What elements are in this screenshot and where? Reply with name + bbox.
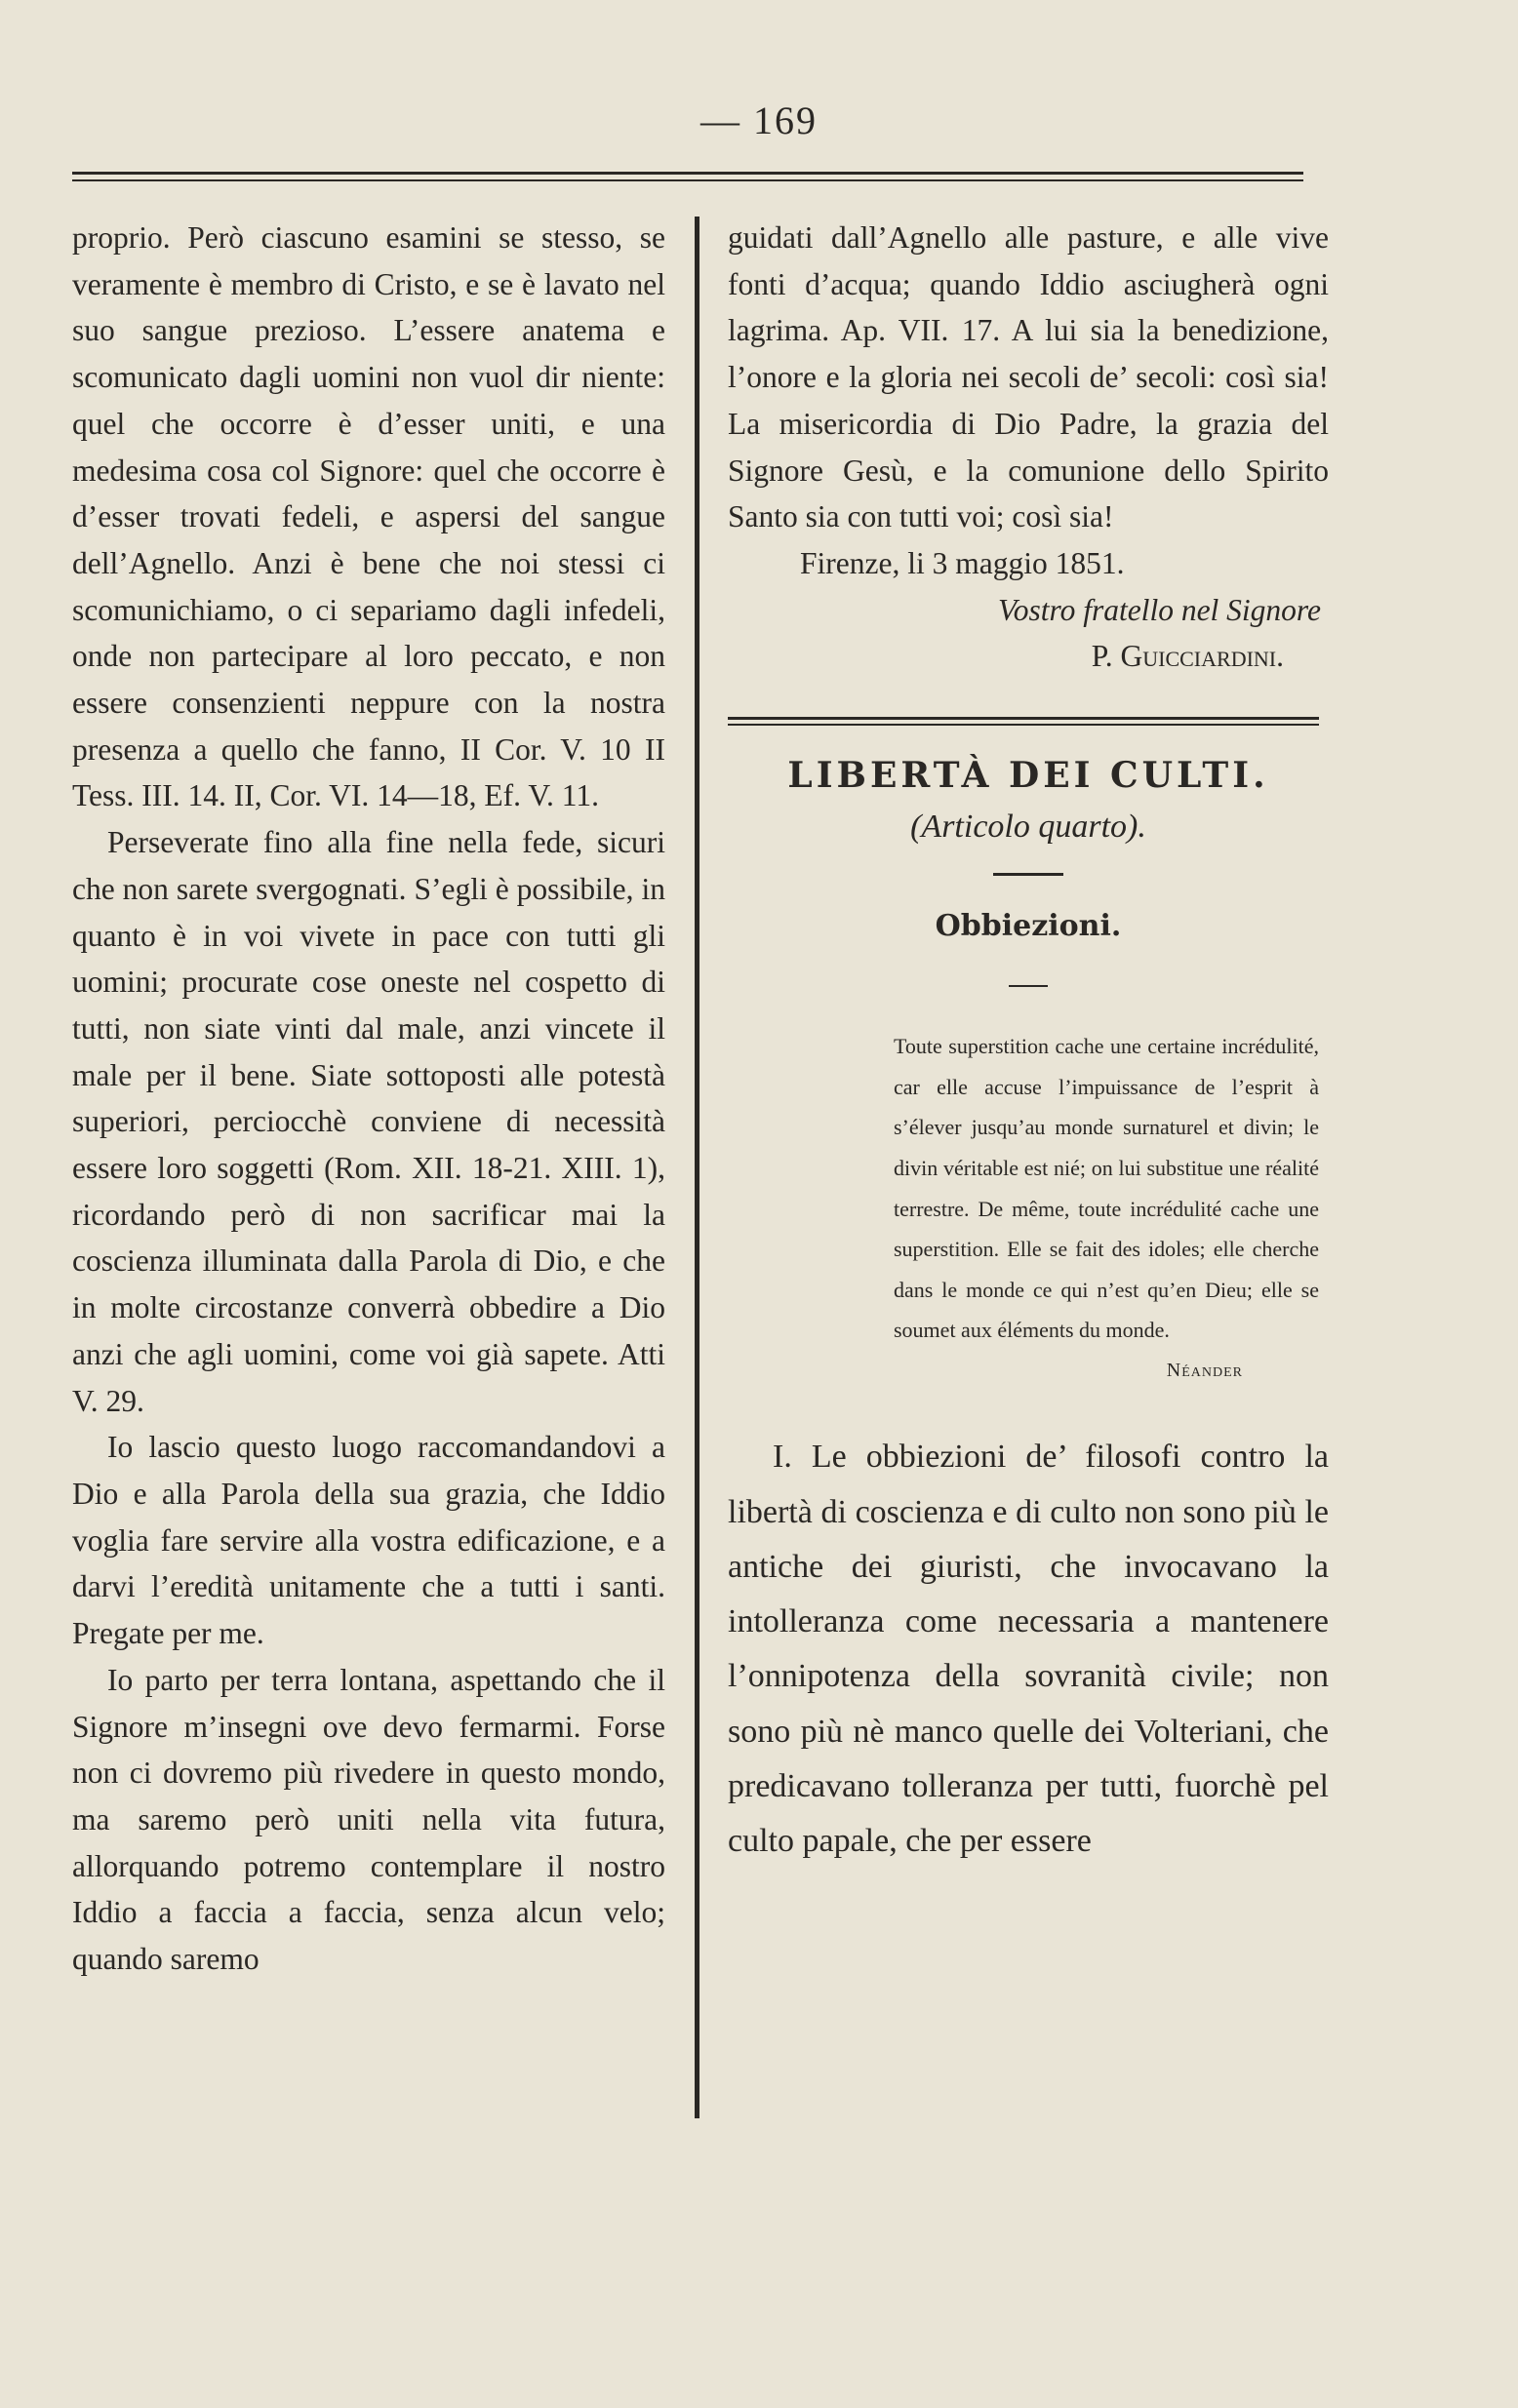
subsection-title: Obbiezioni. (935, 909, 1122, 944)
left-paragraph-4: Io parto per terra lontana, aspettando che il Signore m’insegni ove devo fermarmi. Forse non ci dovremo più rivedere in questo mondo, ma saremo però uniti nella vita futura, allorquando potremo contemplare il nostro Iddio a faccia a faccia, senza alcun velo; quando saremo (72, 1662, 665, 1977)
left-column (72, 215, 665, 1983)
letter-date: Firenze, li 3 maggio 1851. (800, 545, 1125, 580)
subsection-rule (1009, 985, 1048, 987)
header-rule (72, 172, 1303, 175)
subtitle-rule (993, 873, 1063, 876)
body-paragraph: I. Le obbiezioni de’ filosofi contro la libertà di coscienza e di culto non sono più le antiche dei giuristi, che invocavano la intolleranza come necessaria a mantenere l’onnipotenza della sovranità civile; non sono più nè manco quelle dei Volteriani, che predicavano tolleranza per tutti, fuorchè pel culto papale, che per essere (728, 1439, 1329, 1859)
page-number: — 169 (700, 99, 818, 142)
letter-closing: Vostro fratello nel Signore (997, 592, 1321, 627)
epigraph-author: Néander (1166, 1359, 1243, 1381)
section-subtitle: (Articolo quarto). (910, 808, 1146, 845)
right-continuation: guidati dall’Agnello alle pasture, e alle vive fonti d’acqua; quando Iddio asciugherà ogni lagrima. Ap. VII. 17. A lui sia la benedizione, l’onore e la gloria nei secoli de’ secoli: così sia! La misericordia di Dio Padre, la grazia del Signore Gesù, e la comunione dello Spirito Santo sia con tutti voi; così sia! (728, 220, 1329, 534)
column-divider (695, 217, 699, 2118)
right-column (728, 215, 1329, 1869)
letter-author: P. Guicciardini. (1091, 639, 1284, 674)
epigraph (894, 1026, 1319, 1391)
section-rule (728, 717, 1319, 720)
section-title: LIBERTÀ DEI CULTI. (787, 755, 1269, 797)
epigraph-text: Toute superstition cache une certaine incrédulité, car elle accuse l’impuissance de l’esprit à s’élever jusqu’au monde surnaturel et divin; le divin véritable est nié; on lui substitue une réalité terrestre. De même, toute incrédulité cache une superstition. Elle se fait des idoles; elle cherche dans le monde ce qui n’est qu’en Dieu; elle se soumet aux éléments du monde. (894, 1034, 1319, 1343)
left-paragraph-1: proprio. Però ciascuno esamini se stesso, se veramente è membro di Cristo, e se è lavato nel suo sangue prezioso. L’essere anatema e scomunicato dagli uomini non vuol dir niente: quel che occorre è d’esser uniti, e una medesima cosa col Signore: quel che occorre è d’esser trovati fedeli, e aspersi del sangue dell’Agnello. Anzi è bene che noi stessi ci scomunichiamo, o ci separiamo dagli infedeli, onde non partecipare al loro peccato, e non essere consenzienti neppure con la nostra presenza a quello che fanno, II Cor. V. 10 II Tess. III. 14. II, Cor. VI. 14—18, Ef. V. 11. (72, 220, 665, 813)
left-paragraph-2: Perseverate fino alla fine nella fede, sicuri che non sarete svergognati. S’egli è possibile, in quanto è in voi vivete in pace con tutti gli uomini; procurate cose oneste nel cospetto di tutti, non siate vinti dal male, anzi vincete il male per il bene. Siate sottoposti alle potestà superiori, perciocchè conviene di necessità essere loro soggetti (Rom. XII. 18-21. XIII. 1), ricordando però di non sacrificar mai la coscienza illuminata dalla Parola di Dio, e che in molte circostanze converrà obbedire a Dio anzi che agli uomini, come voi già sapete. Atti V. 29. (72, 825, 665, 1418)
left-paragraph-3: Io lascio questo luogo raccomandandovi a Dio e alla Parola della sua grazia, che Iddio voglia fare servire alla vostra edificazione, e a darvi l’eredità unitamente che a tutti i santi. Pregate per me. (72, 1430, 665, 1651)
